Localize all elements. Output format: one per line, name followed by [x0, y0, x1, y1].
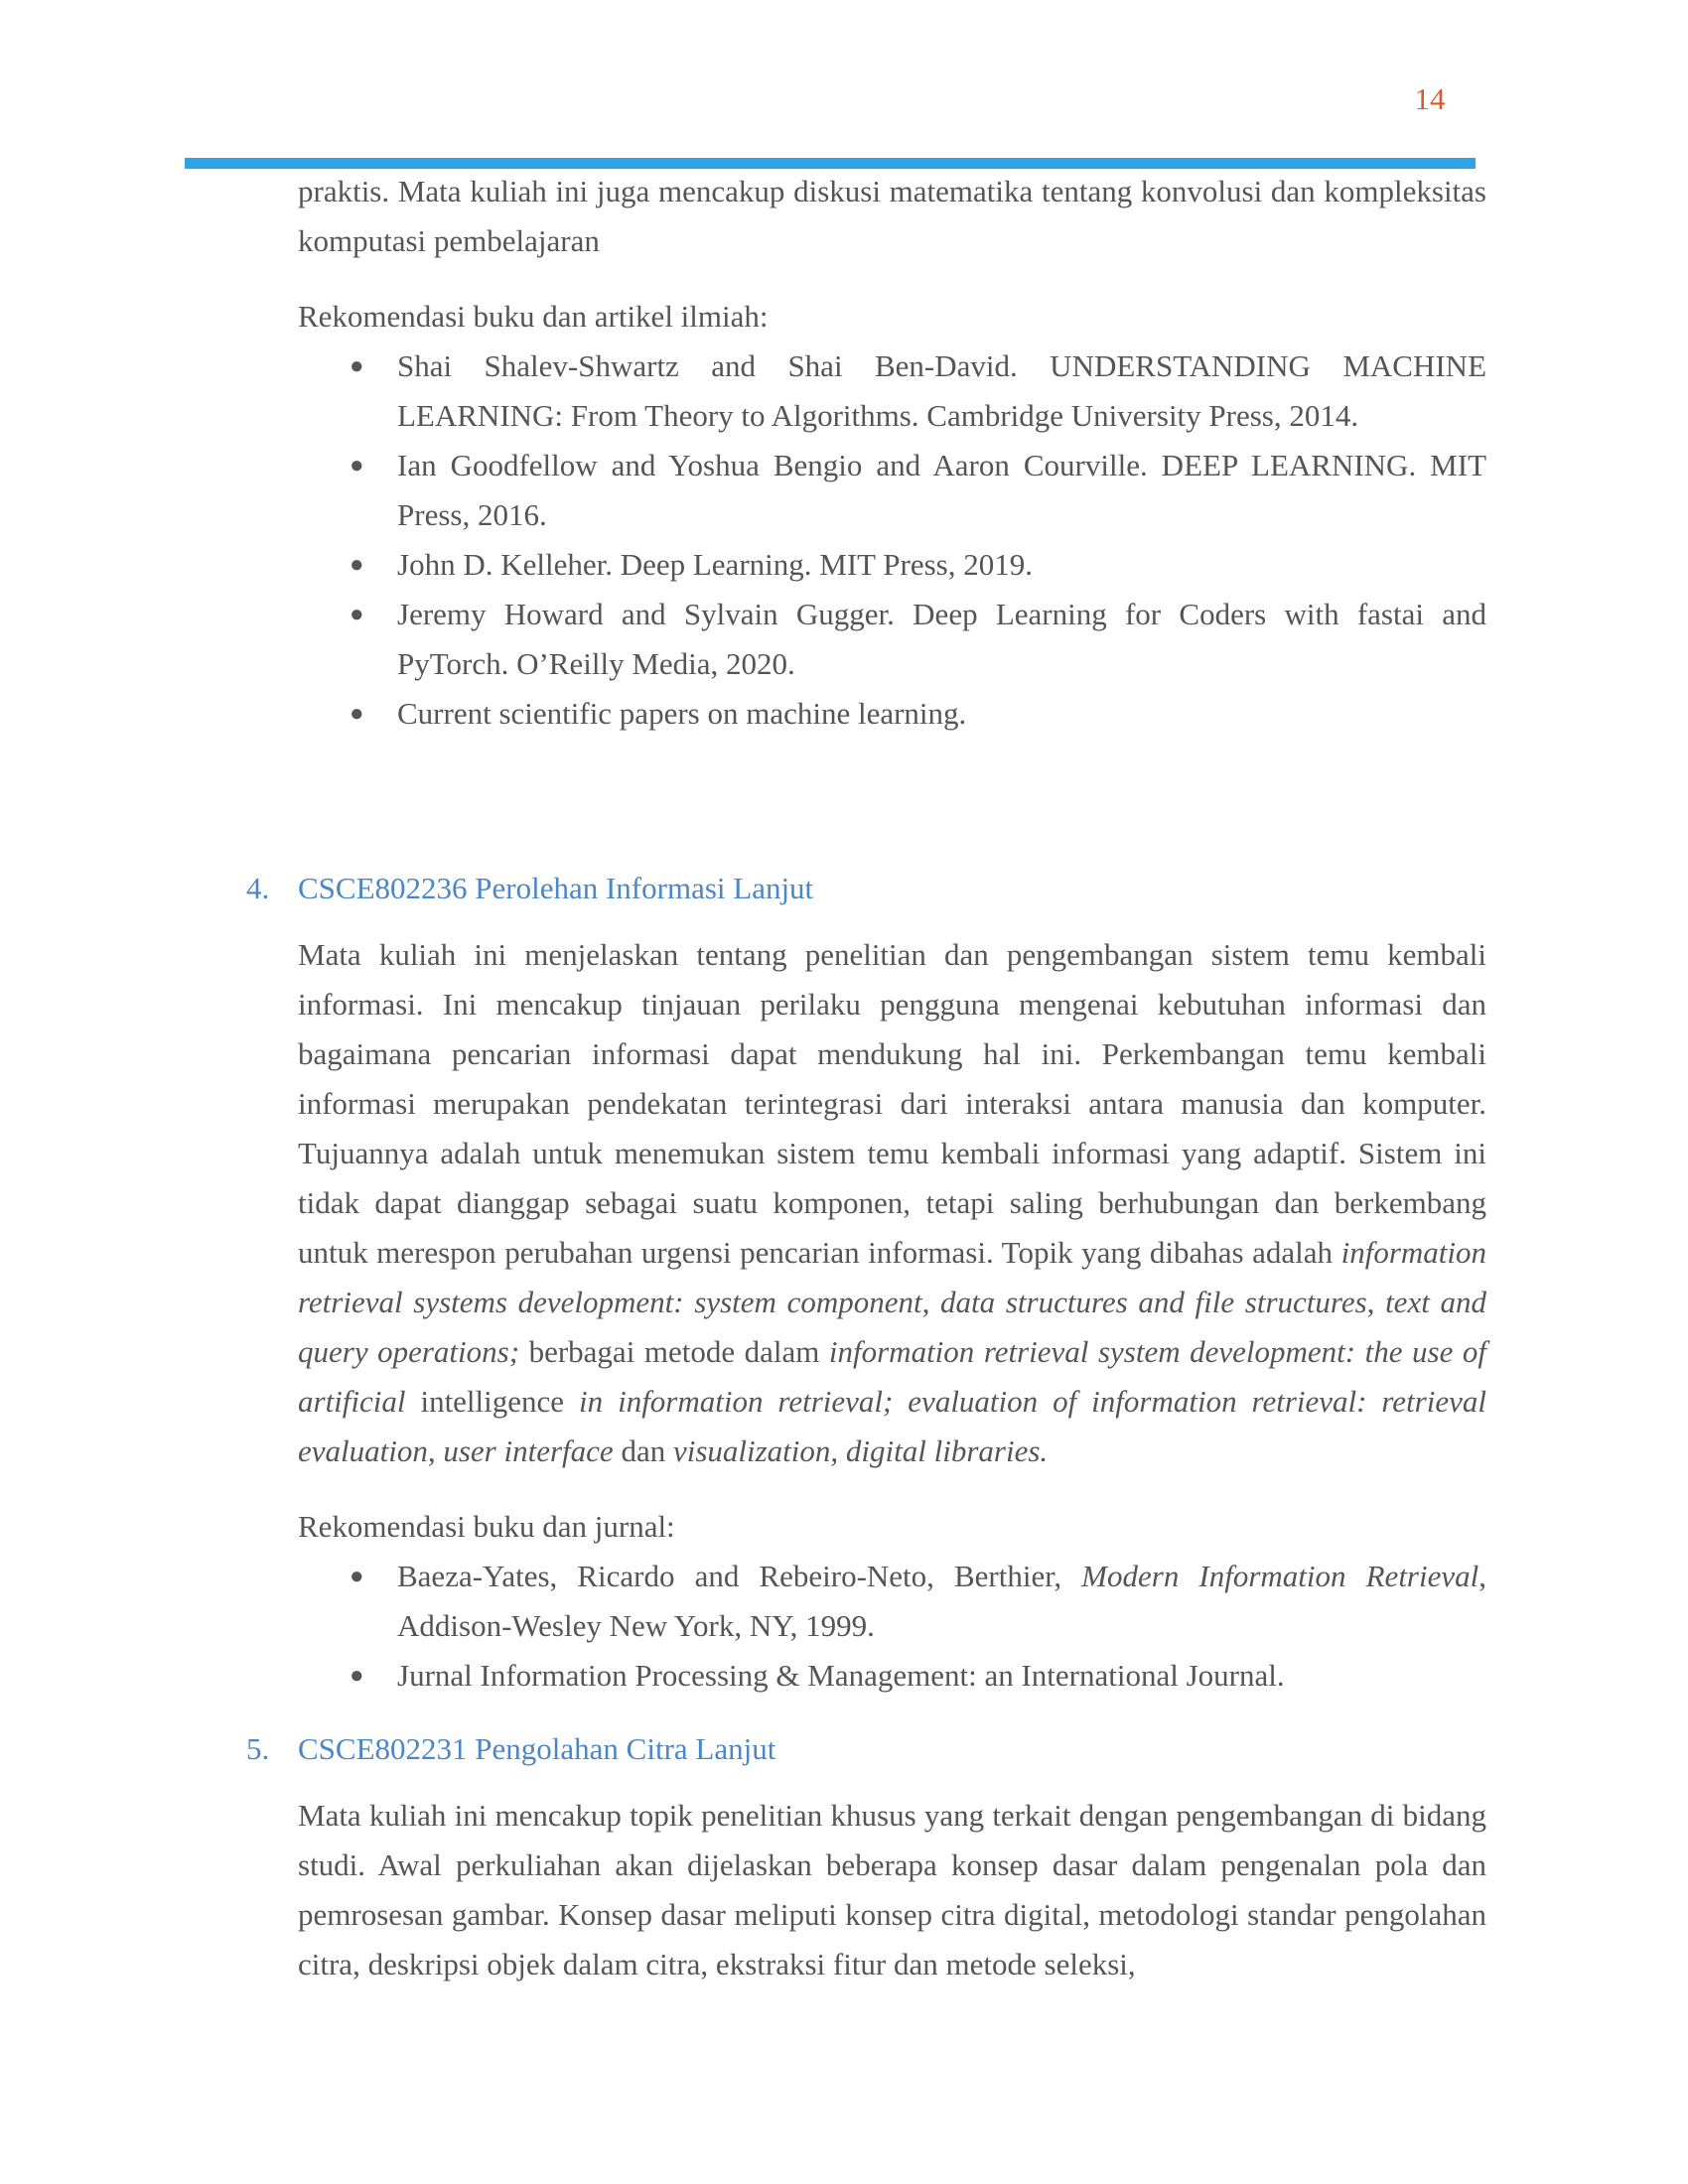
bullet-icon: ● — [350, 353, 364, 379]
section4-heading — [246, 864, 1486, 913]
section5-heading — [246, 1724, 1486, 1774]
reference-text: Current scientific papers on machine learning. — [397, 696, 967, 731]
section4-text-3: intelligence — [405, 1384, 580, 1419]
bullet-icon: ● — [350, 1564, 364, 1589]
section4-number: 4. — [246, 871, 270, 905]
section3-refs-intro: Rekomendasi buku dan artikel ilmiah: — [298, 299, 769, 334]
list-item — [298, 441, 1486, 540]
section4-description — [298, 930, 1486, 1476]
bullet-icon: ● — [350, 453, 364, 478]
section5-title: CSCE802231 Pengolahan Citra Lanjut — [298, 1731, 776, 1766]
section4-italic-3: in information retrieval; evaluation of information retrieval: retrieval evaluation, user interface — [298, 1384, 1486, 1468]
section4-text-2: berbagai metode dalam — [519, 1334, 829, 1369]
section4-text-1: Mata kuliah ini menjelaskan tentang penelitian dan pengembangan sistem temu kembali informasi. Ini mencakup tinjauan perilaku pengguna mengenai kebutuhan informasi dan bagaimana pencarian informasi dapat mendukung hal ini. Perkembangan temu kembali informasi merupakan pendekatan terintegrasi dari interaksi antara manusia dan komputer. Tujuannya adalah untuk menemukan sistem temu kembali informasi yang adaptif. Sistem ini tidak dapat dianggap sebagai suatu komponen, tetapi saling berhubungan dan berkembang untuk merespon perubahan urgensi pencarian informasi. Topik yang dibahas adalah — [298, 937, 1486, 1270]
reference-text: Baeza-Yates, Ricardo and Rebeiro-Neto, Berthier, — [397, 1559, 1082, 1593]
page-number: 14 — [1414, 81, 1446, 116]
continuation-paragraph: praktis. Mata kuliah ini juga mencakup diskusi matematika tentang konvolusi dan kompleksitas komputasi pembelajaran — [298, 174, 1486, 258]
document-body — [246, 167, 1486, 1989]
section4-italic-1: information retrieval systems development: system component, data structures and file structures, text and query operations; — [298, 1235, 1486, 1369]
reference-title: Modern Information Retrieval — [1081, 1559, 1479, 1593]
section5-description: Mata kuliah ini mencakup topik penelitian khusus yang terkait dengan pengembangan di bidang studi. Awal perkuliahan akan dijelaskan beberapa konsep dasar dalam pengenalan pola dan pemrosesan gambar. Konsep dasar meliputi konsep citra digital, metodologi standar pengolahan citra, deskripsi objek dalam citra, ekstraksi fitur dan metode seleksi, — [298, 1798, 1486, 1981]
section5-number: 5. — [246, 1731, 270, 1766]
reference-text: Jeremy Howard and Sylvain Gugger. Deep Learning for Coders with fastai and PyTorch. O’Reilly Media, 2020. — [397, 597, 1486, 681]
bullet-icon: ● — [350, 602, 364, 627]
section4-refs-intro: Rekomendasi buku dan jurnal: — [298, 1509, 675, 1544]
section3-reference-list — [298, 341, 1486, 739]
section4-italic-2: information retrieval system development: the use of artificial — [298, 1334, 1486, 1419]
section4-title: CSCE802236 Perolehan Informasi Lanjut — [298, 871, 814, 905]
reference-text: John D. Kelleher. Deep Learning. MIT Press, 2019. — [397, 547, 1033, 582]
reference-text: Shai Shalev-Shwartz and Shai Ben-David. UNDERSTANDING MACHINE LEARNING: From Theory to Algorithms. Cambridge University Press, 2014. — [397, 348, 1486, 433]
reference-text: Ian Goodfellow and Yoshua Bengio and Aaron Courville. DEEP LEARNING. MIT Press, 2016. — [397, 448, 1486, 532]
list-item — [298, 1552, 1486, 1651]
section4-text-4: dan — [613, 1433, 673, 1468]
bullet-icon: ● — [350, 701, 364, 727]
bullet-icon: ● — [350, 1663, 364, 1689]
reference-text-end: , Addison-Wesley New York, NY, 1999. — [397, 1559, 1486, 1643]
bullet-icon: ● — [350, 552, 364, 578]
section4-reference-list — [298, 1552, 1486, 1701]
list-item — [298, 590, 1486, 689]
section4-italic-4: visualization, digital libraries. — [672, 1433, 1049, 1468]
reference-text: Jurnal Information Processing & Management: an International Journal. — [397, 1658, 1285, 1693]
list-item — [298, 1651, 1486, 1701]
list-item — [298, 689, 1486, 739]
list-item — [298, 341, 1486, 441]
list-item — [298, 540, 1486, 590]
